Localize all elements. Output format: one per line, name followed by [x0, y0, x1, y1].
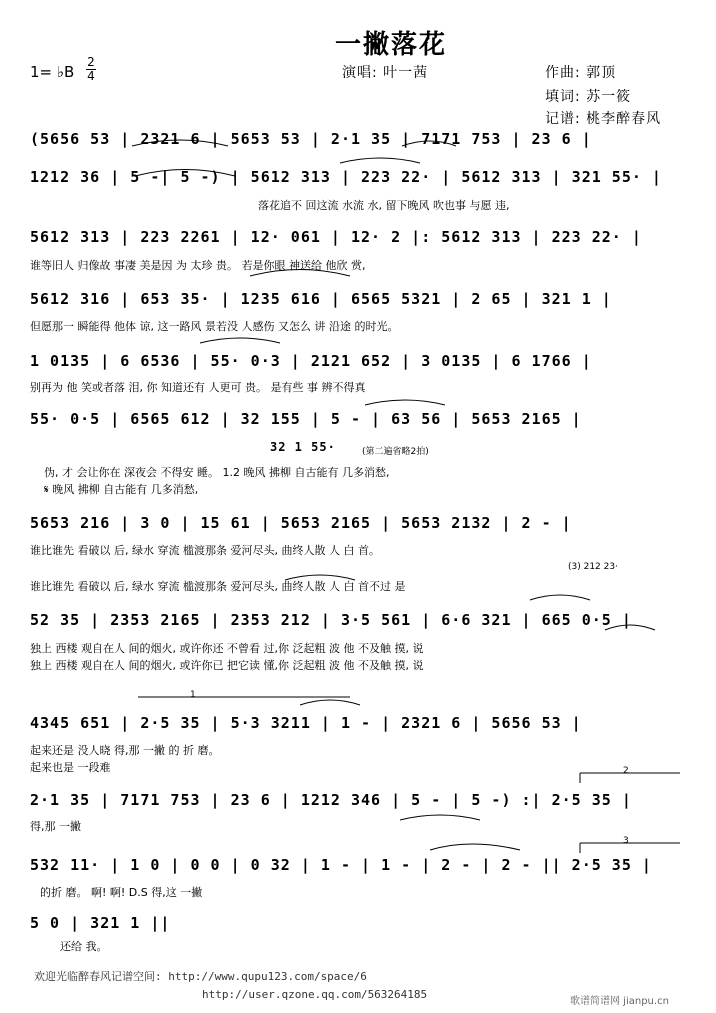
score-row: 2·1 35 | 7171 753 | 23 6 | 1212 346 | 5 - | 5 -) :| 2·5 35 |	[30, 791, 632, 809]
score-row: 1212 36 | 5 -| 5 -) | 5612 313 | 223 22· | 5612 313 | 321 55· |	[30, 168, 662, 186]
lyric-line: 谁等旧人 归像故 事凄 美是因 为 太珍 贵。 若是你眼 神送给 他欣 赏,	[30, 259, 366, 272]
volta-3-label: 3	[623, 836, 629, 846]
alt-note: (第二遍省略2拍)	[362, 447, 429, 457]
score-row: 5653 216 | 3 0 | 15 61 | 5653 2165 | 5653 2132 | 2 - |	[30, 514, 572, 532]
volta-1-label: 1	[190, 690, 196, 700]
transcriber-credit: 记谱: 桃李醉春风	[545, 111, 662, 127]
slur	[402, 141, 456, 146]
lyric-line: 独上 西楼 观自在人 间的烟火, 或许你已 把它读 懂,你 泛起粗 波 他 不及触 摸, 说	[30, 659, 424, 672]
lyric-line: 的折 磨。 啊! 啊! D.S 得,这 一撇	[40, 886, 203, 899]
lyric-line: 𝄋 晚风 拂柳 自古能有 几多消愁,	[44, 483, 199, 496]
lyric-line: 起来还是 没人晓 得,那 一撇 的 折 磨。	[30, 744, 220, 757]
score-row: 55· 0·5 | 6565 612 | 32 155 | 5 - | 63 56 | 5653 2165 |	[30, 410, 582, 428]
lyric-line: 谁比谁先 看破以 后, 绿水 穿流 槛渡那条 爱河尽头, 曲终人散 人 白 首不过 是	[30, 580, 406, 593]
lyric-line: 还给 我。	[60, 940, 108, 953]
lyric-line: 伪, 才 会让你在 深夜会 不得安 睡。 1.2 晚风 拂柳 自古能有 几多消愁,	[44, 466, 390, 479]
watermark: 歌谱简谱网 jianpu.cn	[570, 996, 669, 1007]
page-title: 一撇落花	[335, 30, 448, 60]
score-row: 1 0135 | 6 6536 | 55· 0·3 | 2121 652 | 3 0135 | 6 1766 |	[30, 352, 592, 370]
footer-line-2: http://user.qzone.qq.com/563264185	[202, 988, 428, 1001]
score-row: 52 35 | 2353 2165 | 2353 212 | 3·5 561 | 6·6 321 | 665 0·5 |	[30, 611, 632, 629]
composer-credit: 作曲: 郭顶	[545, 65, 617, 81]
lyric-line: 别再为 他 笑或者落 泪, 你 知道还有 人更可 贵。 是有些 事 辨不得真	[30, 381, 366, 394]
slur	[135, 170, 235, 177]
score-row: 532 11· | 1 0 | 0 0 | 0 32 | 1 - | 1 - | 2 - | 2 - || 2·5 35 |	[30, 856, 652, 874]
singer-credit: 演唱: 叶一茜	[342, 65, 429, 81]
slur	[605, 625, 655, 630]
slur	[285, 575, 355, 580]
lyric-line: 但愿那一 瞬能得 他体 谅, 这一路风 景若没 人感伤 又怎么 讲 沿途 的时光。	[30, 320, 399, 333]
footer-line-1: 欢迎光临醉春风记谱空间: http://www.qupu123.com/space/6	[34, 970, 367, 983]
lyric-line: 起来也是 一段难	[30, 761, 111, 774]
slur	[430, 844, 520, 850]
slur	[250, 270, 350, 277]
lyric-line: 落花追不 回这流 水流 水, 留下晚风 吹也事 与愿 违,	[258, 199, 510, 212]
lyric-line: 独上 西楼 观自在人 间的烟火, 或许你还 不曾看 过,你 泛起粗 波 他 不及触 摸, 说	[30, 642, 424, 655]
slur	[400, 815, 480, 820]
lyric-line: 谁比谁先 看破以 后, 绿水 穿流 槛渡那条 爱河尽头, 曲终人散 人 白 首。	[30, 544, 380, 557]
slur	[300, 700, 360, 705]
volta-2-label: 2	[623, 766, 629, 776]
score-row: 5612 316 | 653 35· | 1235 616 | 6565 5321 | 2 65 | 321 1 |	[30, 290, 612, 308]
alt-line: 32 1 55·	[270, 440, 336, 454]
score-row: 5612 313 | 223 2261 | 12· 061 | 12· 2 |: 5612 313 | 223 22· |	[30, 228, 642, 246]
score-row: 4345 651 | 2·5 35 | 5·3 3211 | 1 - | 2321 6 | 5656 53 |	[30, 714, 582, 732]
lyricist-credit: 填词: 苏一筱	[545, 89, 632, 105]
score-row: 5 0 | 321 1 ||	[30, 914, 171, 932]
slur	[530, 595, 590, 600]
slur	[132, 140, 228, 146]
meter-top: 2	[87, 55, 95, 69]
note-3: (3) 212 23·	[568, 562, 618, 572]
slur	[200, 338, 280, 343]
key-signature: 1= ♭B	[30, 63, 75, 81]
slur	[340, 158, 420, 163]
score-row: (5656 53 | 2321 6 | 5653 53 | 2·1 35 | 7171 753 | 23 6 |	[30, 130, 592, 148]
meter-bottom: 4	[87, 69, 95, 83]
slur	[365, 400, 445, 405]
lyric-line: 得,那 一撇	[30, 820, 81, 833]
